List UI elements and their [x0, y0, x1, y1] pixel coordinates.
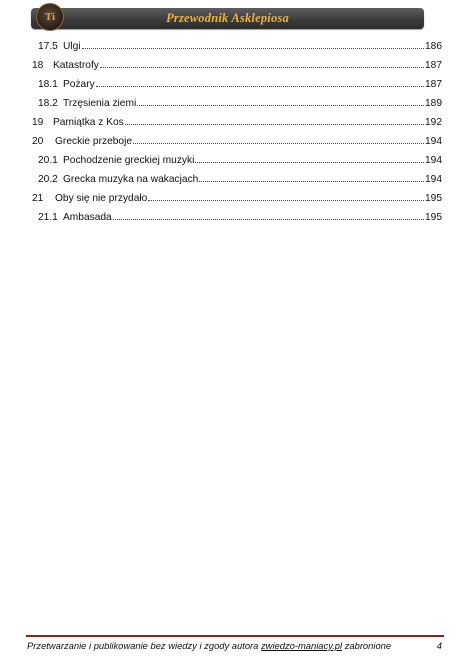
toc-entry-label: Ulgi: [63, 41, 81, 52]
toc-entry-label: Oby się nie przydało: [55, 193, 148, 204]
toc-entry-label: Ambasada: [63, 212, 112, 223]
toc-entry-label: Katastrofy: [53, 60, 99, 71]
toc-entry[interactable]: [38, 76, 442, 90]
dot-leader: [96, 76, 424, 87]
header-title: Przewodnik Asklepiosa: [166, 11, 289, 25]
toc-entry-number: 20.1: [38, 155, 58, 166]
dot-leader: [199, 171, 424, 182]
dot-leader: [100, 57, 424, 68]
toc-entry-page: 195: [425, 193, 442, 204]
toc-entry-number: 21.1: [38, 212, 58, 223]
toc-entry[interactable]: [38, 209, 442, 223]
footer-website-link[interactable]: zwiedzo-maniacy.pl: [260, 640, 343, 651]
toc-entry-number: 21: [32, 193, 44, 204]
footer-divider: [26, 635, 444, 637]
toc-entry-label: Pamiątka z Kos: [53, 117, 124, 128]
page-footer: [27, 640, 444, 654]
toc-entry[interactable]: [38, 171, 442, 185]
toc-entry-page: 194: [425, 155, 442, 166]
toc-entry[interactable]: [38, 152, 442, 166]
footer-text-before: Przetwarzanie i publikowanie bez wiedzy i zgody autora: [27, 640, 261, 651]
toc-entry-number: 20: [32, 136, 44, 147]
logo-icon: [36, 3, 64, 31]
toc-entry-label: Pożary: [63, 79, 95, 90]
toc-entry-page: 194: [425, 136, 442, 147]
toc-entry-label: Trzęsienia ziemi: [63, 98, 137, 109]
toc-entry-number: 18: [32, 60, 44, 71]
toc-entry[interactable]: [32, 133, 442, 147]
dot-leader: [82, 38, 424, 49]
dot-leader: [148, 190, 424, 201]
toc-entry-number: 17.5: [38, 41, 58, 52]
dot-leader: [133, 133, 424, 144]
footer-notice: [27, 640, 391, 651]
toc-entry-page: 192: [425, 117, 442, 128]
toc-entry-label: Greckie przeboje: [55, 136, 133, 147]
dot-leader: [113, 209, 424, 220]
toc-entry-number: 18.2: [38, 98, 58, 109]
page-number: 4: [436, 640, 442, 651]
toc-entry-number: 18.1: [38, 79, 58, 90]
toc-entry-label: Grecka muzyka na wakacjach: [63, 174, 199, 185]
toc-entry-page: 186: [425, 41, 442, 52]
toc-entry[interactable]: [32, 114, 442, 128]
dot-leader: [195, 152, 424, 163]
running-header: [31, 8, 424, 29]
toc-entry-page: 187: [425, 60, 442, 71]
toc-entry-number: 19: [32, 117, 44, 128]
toc-entry[interactable]: [38, 38, 442, 52]
toc-entry-label: Pochodzenie greckiej muzyki: [63, 155, 195, 166]
toc-entry-number: 20.2: [38, 174, 58, 185]
toc-entry[interactable]: [32, 57, 442, 71]
dot-leader: [125, 114, 424, 125]
toc-entry-page: 187: [425, 79, 442, 90]
toc-entry[interactable]: [32, 190, 442, 204]
footer-text-after: zabronione: [342, 640, 392, 651]
dot-leader: [137, 95, 424, 106]
toc-entry-page: 194: [425, 174, 442, 185]
toc-entry-page: 195: [425, 212, 442, 223]
toc-entry[interactable]: [38, 95, 442, 109]
logo-text: Ti: [44, 11, 56, 23]
toc-entry-page: 189: [425, 98, 442, 109]
